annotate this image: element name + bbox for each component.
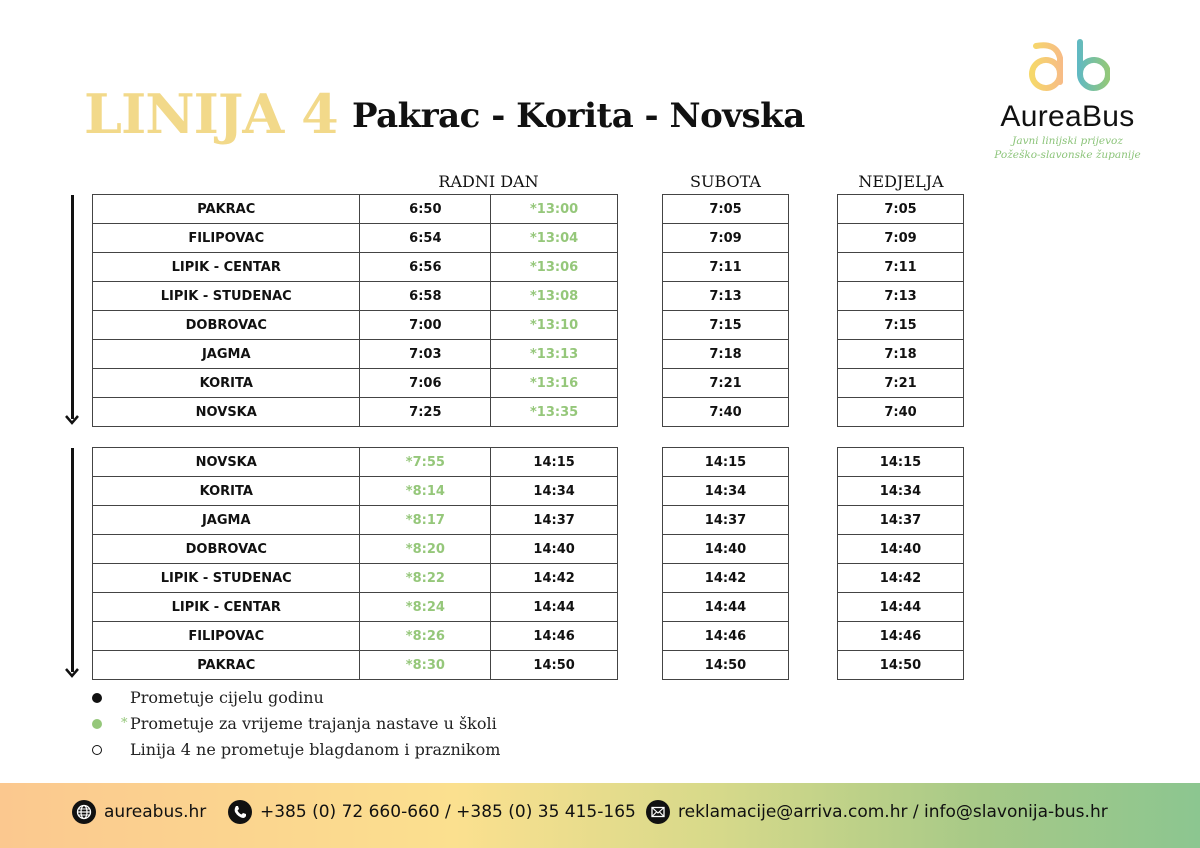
- school-departure-time: *8:24: [360, 593, 491, 622]
- legend-item-school: [90, 712, 500, 738]
- direction-arrow-down-icon: [65, 195, 79, 427]
- table-row: [93, 224, 618, 253]
- table-row: [663, 195, 789, 224]
- outbound-weekday-table: [92, 194, 618, 427]
- table-row: [838, 535, 964, 564]
- school-departure-time: *13:16: [491, 369, 618, 398]
- departure-time: 7:11: [663, 253, 789, 282]
- departure-time: 14:50: [838, 651, 964, 680]
- table-row: [93, 564, 618, 593]
- stop-name: LIPIK - STUDENAC: [93, 282, 360, 311]
- departure-time: 7:18: [838, 340, 964, 369]
- table-row: [663, 340, 789, 369]
- table-row: [838, 506, 964, 535]
- table-row: [838, 253, 964, 282]
- table-row: [838, 195, 964, 224]
- departure-time: 7:05: [838, 195, 964, 224]
- aureabus-logo: [985, 38, 1150, 162]
- departure-time: 14:37: [663, 506, 789, 535]
- table-row: [93, 369, 618, 398]
- table-row: [93, 311, 618, 340]
- stop-name: NOVSKA: [93, 448, 360, 477]
- departure-time: 6:54: [360, 224, 491, 253]
- legend: [90, 686, 500, 764]
- table-row: [93, 535, 618, 564]
- inbound-sunday-table: [837, 447, 964, 680]
- departure-time: 7:03: [360, 340, 491, 369]
- stop-name: FILIPOVAC: [93, 224, 360, 253]
- departure-time: 6:56: [360, 253, 491, 282]
- table-row: [663, 564, 789, 593]
- departure-time: 14:46: [838, 622, 964, 651]
- departure-time: 14:37: [838, 506, 964, 535]
- contact-footer: [0, 783, 1200, 848]
- line-number-title: LINIJA 4: [84, 82, 338, 146]
- hollow-circle-icon: [92, 745, 102, 755]
- table-row: [838, 340, 964, 369]
- departure-time: 7:40: [663, 398, 789, 427]
- departure-time: 14:46: [663, 622, 789, 651]
- departure-time: 14:42: [491, 564, 618, 593]
- column-header-saturday: SUBOTA: [690, 172, 761, 191]
- table-row: [838, 477, 964, 506]
- stop-name: JAGMA: [93, 506, 360, 535]
- outbound-saturday-table: [662, 194, 789, 427]
- stop-name: LIPIK - CENTAR: [93, 593, 360, 622]
- table-row: [838, 369, 964, 398]
- table-row: [838, 448, 964, 477]
- departure-time: 7:13: [663, 282, 789, 311]
- departure-time: 14:34: [838, 477, 964, 506]
- departure-time: 7:18: [663, 340, 789, 369]
- table-row: [93, 448, 618, 477]
- school-departure-time: *13:13: [491, 340, 618, 369]
- table-row: [93, 398, 618, 427]
- departure-time: 14:40: [491, 535, 618, 564]
- route-title: Pakrac - Korita - Novska: [352, 96, 805, 136]
- column-header-sunday: NEDJELJA: [858, 172, 944, 191]
- school-departure-time: *13:00: [491, 195, 618, 224]
- departure-time: 7:15: [838, 311, 964, 340]
- logo-tagline-1: Javni linijski prijevoz: [1012, 135, 1123, 147]
- table-row: [93, 195, 618, 224]
- departure-time: 14:46: [491, 622, 618, 651]
- departure-time: 14:42: [663, 564, 789, 593]
- departure-time: 14:44: [491, 593, 618, 622]
- table-row: [93, 253, 618, 282]
- ab-logo-icon: [1026, 38, 1110, 98]
- departure-time: 6:58: [360, 282, 491, 311]
- table-row: [838, 282, 964, 311]
- departure-time: 7:25: [360, 398, 491, 427]
- school-departure-time: *13:10: [491, 311, 618, 340]
- table-row: [663, 651, 789, 680]
- table-row: [838, 622, 964, 651]
- legend-text: Linija 4 ne prometuje blagdanom i praznikom: [130, 740, 501, 759]
- departure-time: 14:44: [838, 593, 964, 622]
- legend-item-holidays: [90, 738, 500, 764]
- departure-time: 7:09: [663, 224, 789, 253]
- table-row: [663, 369, 789, 398]
- departure-time: 14:40: [838, 535, 964, 564]
- stop-name: NOVSKA: [93, 398, 360, 427]
- stop-name: LIPIK - STUDENAC: [93, 564, 360, 593]
- table-row: [838, 398, 964, 427]
- departure-time: 14:34: [491, 477, 618, 506]
- table-row: [838, 224, 964, 253]
- table-row: [93, 651, 618, 680]
- column-header-weekday: RADNI DAN: [438, 172, 539, 191]
- departure-time: 14:44: [663, 593, 789, 622]
- table-row: [663, 535, 789, 564]
- departure-time: 7:13: [838, 282, 964, 311]
- inbound-saturday-table: [662, 447, 789, 680]
- departure-time: 14:15: [838, 448, 964, 477]
- table-row: [663, 506, 789, 535]
- departure-time: 14:40: [663, 535, 789, 564]
- logo-tagline-2: Požeško-slavonske županije: [994, 149, 1141, 161]
- table-row: [93, 340, 618, 369]
- school-departure-time: *13:08: [491, 282, 618, 311]
- phone-numbers[interactable]: +385 (0) 72 660-660 / +385 (0) 35 415-165: [260, 802, 636, 822]
- school-departure-time: *13:06: [491, 253, 618, 282]
- school-departure-time: *8:14: [360, 477, 491, 506]
- table-row: [93, 506, 618, 535]
- school-departure-time: *8:22: [360, 564, 491, 593]
- stop-name: KORITA: [93, 477, 360, 506]
- table-row: [663, 622, 789, 651]
- table-row: [838, 593, 964, 622]
- table-row: [663, 593, 789, 622]
- school-departure-time: *13:04: [491, 224, 618, 253]
- school-departure-time: *8:26: [360, 622, 491, 651]
- school-departure-time: *7:55: [360, 448, 491, 477]
- departure-time: 7:11: [838, 253, 964, 282]
- departure-time: 7:40: [838, 398, 964, 427]
- stop-name: FILIPOVAC: [93, 622, 360, 651]
- table-row: [663, 253, 789, 282]
- table-row: [663, 477, 789, 506]
- table-row: [93, 593, 618, 622]
- departure-time: 7:05: [663, 195, 789, 224]
- school-departure-time: *8:17: [360, 506, 491, 535]
- school-departure-time: *8:20: [360, 535, 491, 564]
- website-contact[interactable]: [72, 800, 206, 824]
- email-addresses[interactable]: reklamacije@arriva.com.hr / info@slavonija-bus.hr: [678, 802, 1108, 822]
- legend-item-all-year: [90, 686, 500, 712]
- table-row: [838, 564, 964, 593]
- stop-name: PAKRAC: [93, 195, 360, 224]
- outbound-sunday-table: [837, 194, 964, 427]
- green-dot-icon: [92, 719, 102, 729]
- departure-time: 14:15: [491, 448, 618, 477]
- logo-wordmark: AureaBus: [1000, 100, 1135, 133]
- phone-contact[interactable]: [228, 800, 636, 824]
- stop-name: DOBROVAC: [93, 311, 360, 340]
- asterisk-marker: *: [121, 716, 128, 731]
- table-row: [663, 398, 789, 427]
- departure-time: 14:34: [663, 477, 789, 506]
- legend-text: Prometuje za vrijeme trajanja nastave u školi: [130, 714, 497, 733]
- departure-time: 14:42: [838, 564, 964, 593]
- direction-arrow-down-icon: [65, 448, 79, 680]
- table-row: [663, 224, 789, 253]
- table-row: [663, 282, 789, 311]
- stop-name: JAGMA: [93, 340, 360, 369]
- departure-time: 7:06: [360, 369, 491, 398]
- stop-name: DOBROVAC: [93, 535, 360, 564]
- phone-icon: [228, 800, 252, 824]
- departure-time: 6:50: [360, 195, 491, 224]
- departure-time: 14:15: [663, 448, 789, 477]
- envelope-icon: [646, 800, 670, 824]
- departure-time: 14:50: [663, 651, 789, 680]
- departure-time: 14:50: [491, 651, 618, 680]
- departure-time: 7:09: [838, 224, 964, 253]
- table-row: [93, 282, 618, 311]
- table-row: [93, 622, 618, 651]
- table-row: [663, 448, 789, 477]
- departure-time: 7:00: [360, 311, 491, 340]
- inbound-weekday-table: [92, 447, 618, 680]
- departure-time: 7:21: [663, 369, 789, 398]
- school-departure-time: *8:30: [360, 651, 491, 680]
- table-row: [838, 651, 964, 680]
- table-row: [838, 311, 964, 340]
- black-dot-icon: [92, 693, 102, 703]
- table-row: [93, 477, 618, 506]
- departure-time: 14:37: [491, 506, 618, 535]
- departure-time: 7:21: [838, 369, 964, 398]
- stop-name: KORITA: [93, 369, 360, 398]
- globe-icon: [72, 800, 96, 824]
- departure-time: 7:15: [663, 311, 789, 340]
- school-departure-time: *13:35: [491, 398, 618, 427]
- stop-name: LIPIK - CENTAR: [93, 253, 360, 282]
- table-row: [663, 311, 789, 340]
- website-link[interactable]: aureabus.hr: [104, 802, 207, 822]
- email-contact[interactable]: [646, 800, 1108, 824]
- legend-text: Prometuje cijelu godinu: [130, 688, 324, 707]
- stop-name: PAKRAC: [93, 651, 360, 680]
